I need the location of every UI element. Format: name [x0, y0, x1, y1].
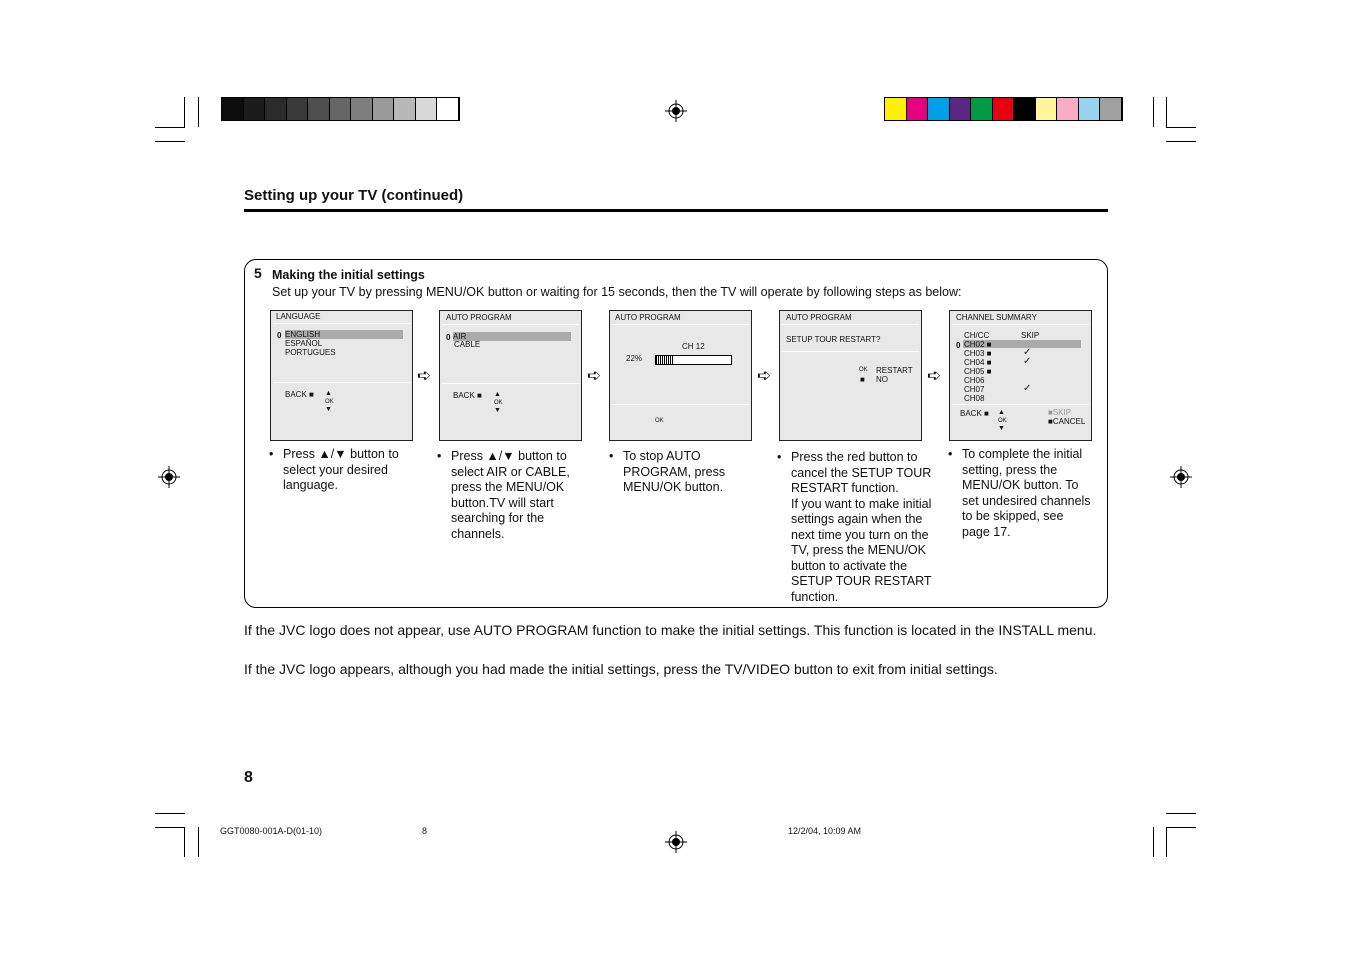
- crop-mark: [198, 97, 199, 127]
- crop-mark: [155, 813, 185, 814]
- crop-mark: [1166, 813, 1196, 814]
- crop-mark: [155, 141, 185, 142]
- nav-arrows-icon: ▲ OK ▼: [325, 390, 334, 413]
- note-paragraph: If the JVC logo appears, although you had made the initial settings, press the TV/VIDEO button to exit from initial settings.: [244, 661, 998, 677]
- screen-header: AUTO PROGRAM: [446, 313, 512, 322]
- crop-mark: [1166, 97, 1167, 127]
- progress-percent: 22%: [626, 354, 643, 363]
- color-swatch: [373, 98, 395, 120]
- nav-arrows-icon: ▲ OK ▼: [998, 409, 1007, 432]
- channel-row: CH05 ■: [964, 367, 992, 376]
- color-swatch: [222, 98, 244, 120]
- color-swatch: [993, 98, 1015, 120]
- progress-bar: [655, 355, 732, 365]
- color-swatch: [928, 98, 950, 120]
- screen-header: AUTO PROGRAM: [615, 313, 681, 322]
- color-swatch: [971, 98, 993, 120]
- registration-mark-icon: [158, 466, 180, 488]
- color-swatch: [265, 98, 287, 120]
- screen-auto-program-source: AUTO PROGRAM 0 AIR CABLE BACK ■ ▲ OK ▼: [439, 310, 582, 441]
- red-button-icon: ■: [860, 375, 865, 384]
- cursor-marker: 0: [956, 341, 961, 350]
- menu-item-portugues: PORTUGUES: [285, 348, 336, 357]
- footer-code: GGT0080-001A-D(01-10): [220, 826, 323, 836]
- color-swatch: [351, 98, 373, 120]
- color-swatch: [885, 98, 907, 120]
- menu-item-english: ENGLISH: [285, 330, 403, 339]
- screen-setup-tour-restart: [779, 310, 922, 441]
- screen-header: LANGUAGE: [276, 312, 321, 321]
- back-label: BACK: [285, 390, 307, 399]
- next-arrow-icon: ➪: [587, 366, 602, 385]
- skip-check-icon: ✓: [1023, 383, 1032, 394]
- screen-channel-summary: CHANNEL SUMMARY CH/CC SKIP 0 CH02 ■ CH03 ■ ✓ CH04 ■ ✓ CH05 ■ CH06 CH07 ✓ CH08 BACK ■ ▲ OK ▼ ■SKIP ■CANCEL: [949, 310, 1092, 441]
- channel-row: CH03 ■: [964, 349, 992, 358]
- cursor-marker: 0: [446, 333, 451, 342]
- screen-header: AUTO PROGRAM: [786, 313, 852, 322]
- menu-item-air: AIR: [453, 332, 571, 341]
- channel-row: CH04 ■: [964, 358, 992, 367]
- color-swatch: [394, 98, 416, 120]
- crop-mark: [155, 827, 185, 828]
- crop-mark: [1166, 127, 1196, 128]
- color-swatch: [1014, 98, 1036, 120]
- channel-row: CH08: [964, 394, 985, 403]
- menu-item-espanol: ESPAÑOL: [285, 339, 323, 348]
- menu-item-cable: CABLE: [454, 340, 481, 349]
- back-label: BACK: [453, 391, 475, 400]
- registration-mark-icon: [1170, 466, 1192, 488]
- crop-mark: [1153, 97, 1154, 127]
- next-arrow-icon: ➪: [757, 366, 772, 385]
- screen-header: CHANNEL SUMMARY: [956, 313, 1037, 322]
- color-swatch: [1100, 98, 1122, 120]
- nav-arrows-icon: ▲ OK ▼: [494, 391, 503, 414]
- crop-mark: [1166, 141, 1196, 142]
- color-bar: [884, 97, 1123, 121]
- color-swatch: [907, 98, 929, 120]
- next-arrow-icon: ➪: [927, 366, 942, 385]
- screen-language: LANGUAGE 0 ENGLISH ESPAÑOL PORTUGUES BACK ■ ▲ OK ▼: [270, 310, 413, 441]
- channel-row: CH02 ■: [964, 340, 992, 349]
- channel-readout: CH 12: [682, 342, 705, 351]
- ok-label: OK: [859, 367, 868, 373]
- skip-check-icon: ✓: [1023, 356, 1032, 367]
- option-restart: RESTART: [876, 366, 913, 375]
- title-rule: [244, 209, 1108, 212]
- skip-option: ■SKIP: [1048, 408, 1072, 417]
- footer-date: 12/2/04, 10:09 AM: [788, 826, 862, 836]
- crop-mark: [1153, 827, 1154, 857]
- color-swatch: [308, 98, 330, 120]
- crop-mark: [184, 827, 185, 857]
- cancel-option: ■CANCEL: [1048, 417, 1086, 426]
- footer-page: 8: [422, 826, 428, 836]
- color-swatch: [287, 98, 309, 120]
- color-swatch: [1036, 98, 1058, 120]
- next-arrow-icon: ➪: [417, 366, 432, 385]
- option-no: NO: [876, 375, 888, 384]
- crop-mark: [198, 827, 199, 857]
- color-swatch: [1057, 98, 1079, 120]
- crop-mark: [184, 97, 185, 127]
- step-number: 5: [254, 265, 262, 281]
- color-swatch: [437, 98, 459, 120]
- registration-mark-icon: [665, 100, 687, 122]
- column-skip: SKIP: [1021, 331, 1040, 340]
- back-label: BACK: [960, 409, 982, 418]
- color-swatch: [244, 98, 266, 120]
- skip-check-icon: ✓: [1023, 347, 1032, 358]
- screen-auto-program-progress: [609, 310, 752, 441]
- channel-row: CH07: [964, 385, 985, 394]
- note-paragraph: If the JVC logo does not appear, use AUTO PROGRAM function to make the initial settings. This function is located in the INSTALL menu.: [244, 622, 1097, 638]
- crop-mark: [155, 127, 185, 128]
- color-swatch: [1079, 98, 1101, 120]
- step-title: Making the initial settings: [272, 268, 425, 282]
- page-number: 8: [244, 769, 253, 786]
- column-ch-cc: CH/CC: [964, 331, 990, 340]
- registration-mark-icon: [665, 831, 687, 853]
- crop-mark: [1166, 827, 1167, 857]
- color-swatch: [330, 98, 352, 120]
- color-swatch: [950, 98, 972, 120]
- cursor-marker: 0: [277, 331, 282, 340]
- crop-mark: [1166, 827, 1196, 828]
- ok-label: OK: [655, 418, 664, 424]
- step-intro: Set up your TV by pressing MENU/OK button or waiting for 15 seconds, then the TV will operate by following steps as below:: [272, 285, 962, 299]
- grayscale-bar: [221, 97, 460, 121]
- color-swatch: [416, 98, 438, 120]
- restart-question: SETUP TOUR RESTART?: [786, 335, 881, 344]
- channel-row: CH06: [964, 376, 985, 385]
- page-title: Setting up your TV (continued): [244, 187, 464, 204]
